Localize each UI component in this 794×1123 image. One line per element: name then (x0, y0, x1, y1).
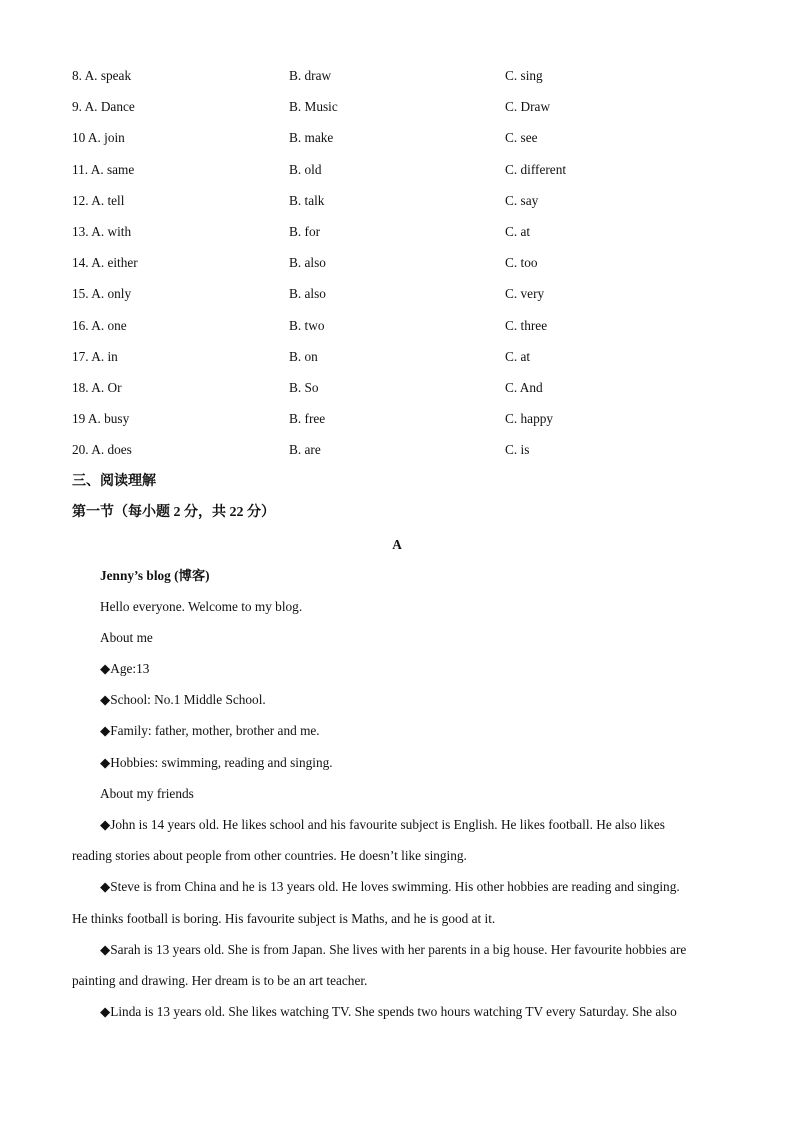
option-a: 11. A. same (72, 161, 135, 177)
option-row (0, 316, 794, 336)
john-paragraph-line-2: reading stories about people from other countries. He doesn’t like singing. (72, 848, 467, 863)
option-c: C. at (505, 348, 531, 364)
option-b: B. two (289, 317, 325, 333)
option-row (0, 409, 794, 429)
option-row (0, 253, 794, 273)
option-a: 18. A. Or (72, 380, 122, 395)
option-c: C. sing (505, 68, 543, 83)
passage-letter: A (392, 537, 402, 552)
option-b: B. also (289, 255, 326, 271)
option-row (0, 222, 794, 242)
option-row (0, 128, 794, 148)
option-a: 19 A. busy (72, 411, 130, 427)
option-b: B. on (289, 348, 318, 364)
option-b: B. for (289, 224, 321, 239)
option-a: 16. A. one (72, 317, 127, 333)
option-a: 17. A. in (72, 348, 118, 364)
hobbies-item: ◆Hobbies: swimming, reading and singing. (100, 755, 333, 770)
option-c: C. at (505, 224, 531, 239)
option-b: B. Music (289, 99, 338, 115)
option-c: C. say (505, 192, 539, 208)
option-b: B. make (289, 130, 334, 146)
option-c: C. is (505, 442, 530, 458)
blog-title: Jenny’s blog (博客) (100, 568, 210, 583)
option-c: C. And (505, 380, 543, 395)
option-b: B. free (289, 411, 326, 427)
section-title: 三、阅读理解 (72, 474, 156, 489)
option-c: C. Draw (505, 99, 551, 115)
option-b: B. old (289, 161, 322, 177)
option-a: 20. A. does (72, 442, 132, 458)
option-b: B. So (289, 380, 319, 395)
steve-paragraph-line-1: ◆Steve is from China and he is 13 years old. He loves swimming. His other hobbies are reading and singing. (100, 879, 680, 894)
option-b: B. talk (289, 192, 325, 208)
option-a: 12. A. tell (72, 192, 125, 208)
option-row (0, 191, 794, 211)
option-c: C. different (505, 161, 567, 177)
age-item: ◆Age:13 (100, 661, 150, 676)
sarah-paragraph-line-2: painting and drawing. Her dream is to be an art teacher. (72, 973, 368, 988)
option-a: 14. A. either (72, 255, 138, 271)
about-friends-heading: About my friends (100, 786, 194, 801)
option-row (0, 378, 794, 398)
option-c: C. very (505, 286, 545, 302)
option-row (0, 347, 794, 367)
option-row (0, 160, 794, 180)
option-b: B. are (289, 442, 321, 458)
option-a: 13. A. with (72, 224, 132, 239)
option-row (0, 66, 794, 86)
option-a: 10 A. join (72, 130, 125, 146)
school-item: ◆School: No.1 Middle School. (100, 692, 266, 707)
option-b: B. draw (289, 68, 332, 83)
option-a: 15. A. only (72, 286, 132, 302)
blog-greeting: Hello everyone. Welcome to my blog. (100, 599, 303, 614)
option-b: B. also (289, 286, 326, 302)
option-a: 8. A. speak (72, 68, 132, 83)
sarah-paragraph-line-1: ◆Sarah is 13 years old. She is from Japan. She lives with her parents in a big house. Her favourite hobbies are (100, 942, 687, 957)
option-c: C. too (505, 255, 538, 271)
option-row (0, 440, 794, 460)
about-me-heading: About me (100, 630, 153, 645)
part-title: 第一节（每小题 2 分，共 22 分） (72, 505, 275, 520)
option-c: C. three (505, 317, 548, 333)
family-item: ◆Family: father, mother, brother and me. (100, 723, 320, 738)
option-row (0, 97, 794, 117)
steve-paragraph-line-2: He thinks football is boring. His favourite subject is Maths, and he is good at it. (72, 911, 496, 926)
option-c: C. see (505, 130, 538, 146)
option-c: C. happy (505, 411, 554, 427)
john-paragraph-line-1: ◆John is 14 years old. He likes school and his favourite subject is English. He likes football. He also likes (100, 817, 665, 832)
linda-paragraph-line-1: ◆Linda is 13 years old. She likes watching TV. She spends two hours watching TV every Saturday. She also (100, 1004, 677, 1019)
option-a: 9. A. Dance (72, 99, 135, 115)
option-row (0, 284, 794, 304)
